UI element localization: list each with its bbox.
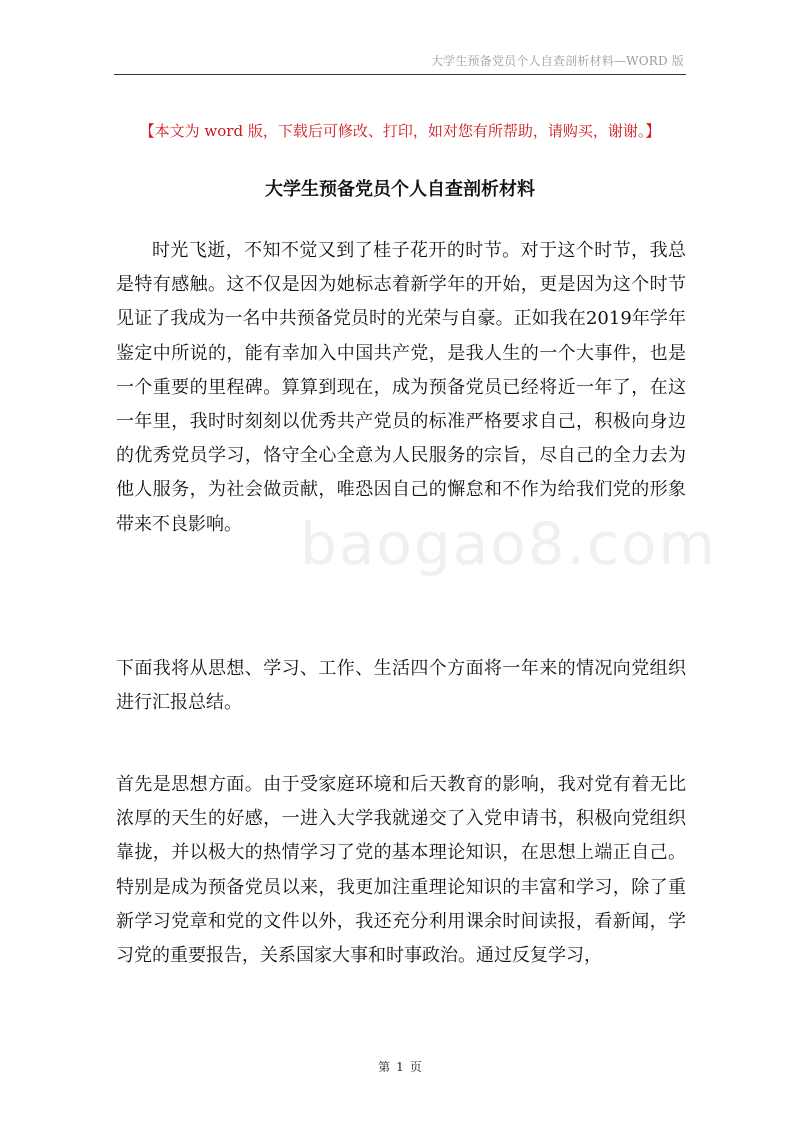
paragraph-thought: 首先是思想方面。由于受家庭环境和后天教育的影响，我对党有着无比浓厚的天生的好感，一进入大学我就递交了入党申请书，积极向党组织靠拢，并以极大的热情学习了党的基本理论知识，在思想上端正自己。特别是成为预备党员以来，我更加注重理论知识的丰富和学习，除了重新学习党章和党的文件以外，我还充分利用课余时间读报，看新闻，学习党的重要报告，关系国家大事和时事政治。通过反复学习， (116, 774, 686, 967)
page-number-prefix: 第 (378, 1060, 391, 1074)
page-number-suffix: 页 (409, 1060, 422, 1074)
page-number: 1 (396, 1060, 404, 1074)
header-divider (114, 74, 686, 75)
paragraph-overview: 下面我将从思想、学习、工作、生活四个方面将一年来的情况向党组织进行汇报总结。 (116, 658, 686, 714)
watermark: baogao8.com (300, 510, 717, 578)
document-title: 大学生预备党员个人自查剖析材料 (265, 179, 535, 200)
running-header: 大学生预备党员个人自查剖析材料—WORD 版 (430, 54, 684, 68)
paragraph-intro: 时光飞逝，不知不觉又到了桂子花开的时节。对于这个时节，我总是特有感触。这不仅是因为她标志着新学年的开始，更是因为这个时节见证了我成为一名中共预备党员时的光荣与自豪。正如我在2019年学年鉴定中所说的，能有幸加入中国共产党，是我人生的一个大事件，也是一个重要的里程碑。算算到现在，成为预备党员已经将近一年了，在这一年里，我时时刻刻以优秀共产党员的标准严格要求自己，积极向身边的优秀党员学习，恪守全心全意为人民服务的宗旨，尽自己的全力去为他人服务，为社会做贡献，唯恐因自己的懈怠和不作为给我们党的形象带来不良影响。 (116, 240, 686, 535)
page-footer (0, 1058, 800, 1075)
download-notice: 【本文为 word 版，下载后可修改、打印，如对您有所帮助，请购买，谢谢。】 (139, 122, 661, 140)
